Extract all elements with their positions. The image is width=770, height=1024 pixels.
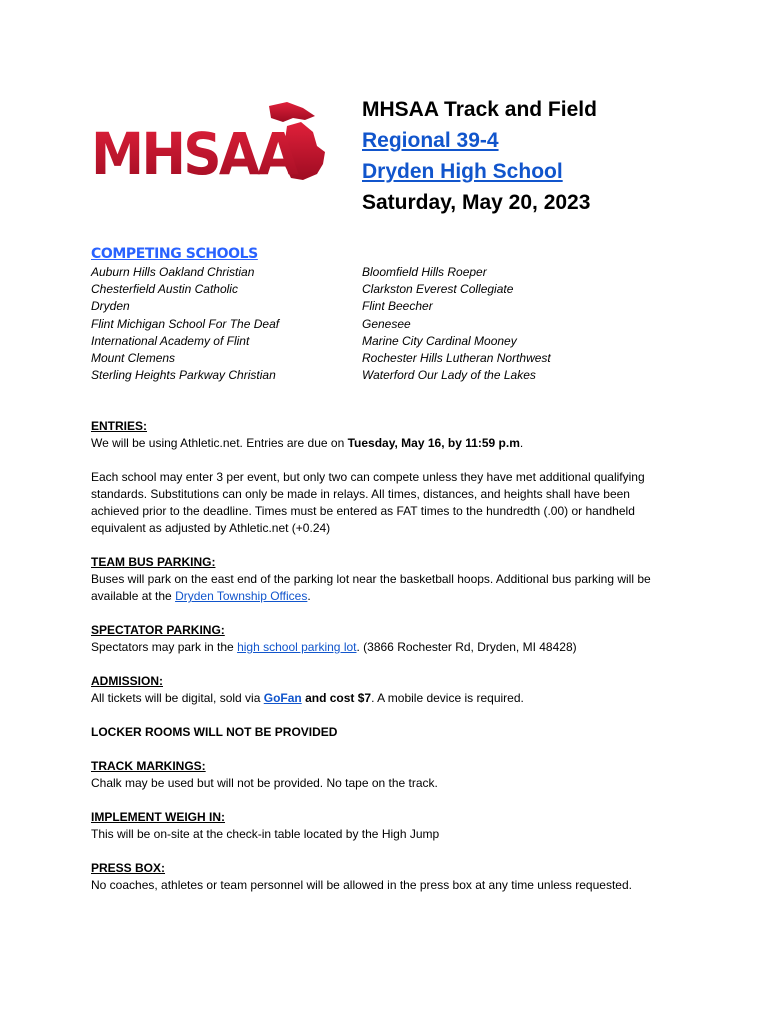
school-item: Marine City Cardinal Mooney — [362, 333, 517, 348]
school-item: Waterford Our Lady of the Lakes — [362, 368, 536, 383]
school-item: Clarkston Everest Collegiate — [362, 282, 514, 297]
entries-title: ENTRIES: — [91, 419, 148, 433]
school-item: Flint Michigan School For The Deaf — [91, 316, 280, 331]
implement-title: IMPLEMENT WEIGH IN: — [91, 810, 225, 824]
admission-text: All tickets will be digital, sold via GoFan and cost $7. A mobile device is required. — [91, 691, 524, 705]
implement-text: This will be on-site at the check-in table located by the High Jump — [91, 827, 440, 841]
school-item: Bloomfield Hills Roeper — [362, 265, 487, 279]
township-offices-link[interactable]: Dryden Township Offices — [175, 589, 308, 603]
spectator-text: Spectators may park in the high school parking lot. (3866 Rochester Rd, Dryden, MI 48428) — [91, 640, 577, 654]
school-link[interactable]: Dryden High School — [362, 160, 563, 183]
competing-schools-heading[interactable]: COMPETING SCHOOLS — [91, 246, 258, 262]
school-item: Sterling Heights Parkway Christian — [91, 368, 276, 383]
admission-section — [91, 673, 691, 707]
school-item: Rochester Hills Lutheran Northwest — [362, 351, 551, 366]
mhsaa-logo — [91, 102, 333, 184]
school-item: Flint Beecher — [362, 299, 433, 314]
team-bus-section — [91, 554, 691, 605]
gofan-link[interactable]: GoFan — [263, 691, 302, 705]
schools-right-column — [362, 264, 551, 384]
locker-rooms-notice: LOCKER ROOMS WILL NOT BE PROVIDED — [91, 725, 338, 739]
document-body — [91, 418, 691, 894]
implement-section — [91, 809, 691, 843]
entries-deadline: We will be using Athletic.net. Entries are due on Tuesday, May 16, by 11:59 p.m. — [91, 436, 524, 450]
track-markings-text: Chalk may be used but will not be provided. No tape on the track. — [91, 776, 438, 790]
event-date: Saturday, May 20, 2023 — [362, 191, 591, 214]
admission-title: ADMISSION: — [91, 674, 163, 688]
spectator-section — [91, 622, 691, 656]
parking-lot-link[interactable]: high school parking lot — [237, 640, 357, 654]
press-box-text: No coaches, athletes or team personnel will be allowed in the press box at any time unless requested. — [91, 878, 632, 892]
team-bus-text: Buses will park on the east end of the parking lot near the basketball hoops. Additional bus parking will be available at the Dryden Township Offices. — [91, 572, 651, 603]
press-box-title: PRESS BOX: — [91, 861, 166, 875]
school-item: Chesterfield Austin Catholic — [91, 282, 238, 297]
entries-rules: Each school may enter 3 per event, but only two can compete unless they have met additional qualifying standards. Substitutions can only be made in relays. All times, distances, and heights shall have been achieved prior to the deadline. Times must be entered as FAT times to the hundredth (.00) or handheld equivalent as adjusted by Athletic.net (+0.24) — [91, 470, 645, 535]
logo-wordmark: MHSAA — [91, 120, 299, 184]
track-markings-title: TRACK MARKINGS: — [91, 759, 206, 773]
school-item: Auburn Hills Oakland Christian — [91, 265, 255, 279]
regional-link[interactable]: Regional 39-4 — [362, 129, 499, 152]
spectator-title: SPECTATOR PARKING: — [91, 623, 225, 637]
schools-left-column — [91, 264, 279, 384]
school-item: Genesee — [362, 316, 411, 331]
event-title: MHSAA Track and Field — [362, 98, 597, 121]
event-header — [362, 94, 742, 218]
school-item: Dryden — [91, 299, 130, 314]
press-box-section — [91, 860, 691, 894]
school-item: Mount Clemens — [91, 351, 176, 366]
school-item: International Academy of Flint — [91, 333, 250, 348]
entries-section — [91, 418, 691, 537]
track-markings-section — [91, 758, 691, 792]
team-bus-title: TEAM BUS PARKING: — [91, 555, 216, 569]
